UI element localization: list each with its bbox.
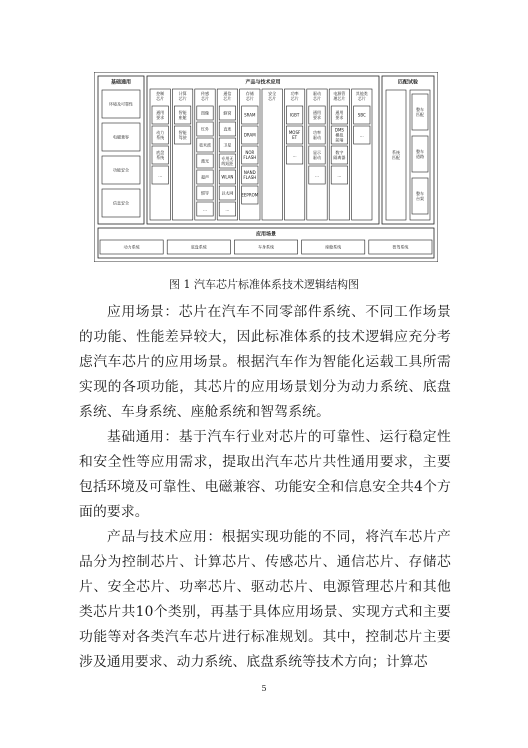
category-item-label: 蜂窝 [223,110,232,116]
category-item-label: 通用要求 [313,110,321,120]
category-label: 安全芯片 [268,91,277,101]
category-item-label: … [158,172,163,178]
scenario-system-label: 车身系统 [258,244,274,250]
matching-test-header: 匹配试验 [397,79,419,86]
category-item-label: … [203,206,207,212]
category-label: 计算芯片 [178,91,187,101]
vehicle-test-label: 整车匹配 [416,107,424,117]
category-item-label: MOSF ET [288,130,301,140]
basic-general-item-label: 环境及可靠性 [109,101,133,107]
category-item-label: 惯导 [201,190,209,196]
category-item-label: … [337,172,342,178]
scenario-system-label: 智驾系统 [392,244,409,250]
category-item-label: DMS 模拟前端 [334,127,344,143]
application-scenario-label: 应用场景 [255,231,277,238]
body-text [79,300,451,675]
category-label: 其他类芯片 [355,91,368,101]
category-label: 功率芯片 [290,91,299,101]
category-item-label: 数字隔离器 [333,150,346,160]
category-item-label: 专用无线短距 [221,156,234,166]
category-item-label: 智能座舱 [178,110,187,120]
category-item-label: 红外 [201,126,209,132]
category-item-label: DRAM [243,132,256,138]
category-item-label: 底盘系统 [156,150,165,160]
category-item-label: 毫米波 [199,142,211,148]
category-item-label: 激光 [201,158,209,164]
paragraph-basic-general: 基础通用：基于汽车行业对芯片的可靠性、运行稳定性和安全性等应用需求，提取出汽车芯片共性通用要求，主要包括环境及可靠性、电磁兼容、功能安全和信息安全共4个方面的要求。 [79,429,451,520]
basic-general-item-label: 电磁兼容 [113,134,129,140]
category-item-label: SRAM [244,112,256,118]
product-tech-header: 产品与技术应用 [245,79,281,86]
category-item-label: … [315,172,319,178]
category-item-label: 智能驾驶 [178,130,187,140]
category-label: 驱动芯片 [313,91,321,101]
category-item-label: … [292,152,297,158]
scenario-system-label: 底盘系统 [190,244,207,250]
category-item-label: … [225,206,230,212]
category-item-label: 显示驱动 [313,150,321,160]
category-label: 通信芯片 [223,91,232,101]
standard-system-diagram [94,72,438,262]
category-label: 存储芯片 [245,91,254,101]
paragraph-product-technology: 产品与技术应用：根据实现功能的不同，将汽车芯片产品分为控制芯片、计算芯片、传感芯片、通信芯片、存储芯片、安全芯片、功率芯片、驱动芯片、电源管理芯片和其他类芯片共10个类别，再基于具体应用场景、实现方式和主要功能等对各类汽车芯片进行标准规划。其中，控制芯片主要涉及通用要求、动力系统、底盘系统等技术方向；计算芯 [79,529,451,670]
basic-general-header: 基础通用 [110,79,132,86]
paragraph-application-scenario: 应用场景：芯片在汽车不同零部件系统、不同工作场景的功能、性能差异较大，因此标准体系的技术逻辑应充分考虑汽车芯片的应用场景。根据汽车作为智能化运载工具所需实现的各项功能，其芯片的应用场景划分为动力系统、底盘系统、车身系统、座舱系统和智驾系统。 [79,304,451,420]
category-item-label: 以太网 [221,190,234,196]
category-item-label: … [359,132,364,138]
category-item-label: 功率驱动 [313,130,321,140]
category-item-label: WLAN [221,174,234,180]
scenario-system-label: 动力系统 [123,244,140,250]
category-item-label: 图像 [201,110,209,116]
category-item-label: 卫星 [223,142,232,148]
category-item-label: 通用要求 [156,110,165,120]
vehicle-test-label: 整车道路 [416,149,424,159]
vehicle-test-label: 整车台架 [416,191,424,201]
category-label: 控制芯片 [156,91,165,101]
scenario-system-label: 座舱系统 [325,244,342,250]
category-item-label: IGBT [289,112,300,118]
category-item-label: 通用要求 [335,110,344,120]
system-matching-label: 系统匹配 [392,150,400,160]
category-column [262,89,282,220]
category-item-label: 动力系统 [156,130,165,140]
page-number: 5 [261,684,267,693]
category-item-label: EEPROM [241,192,259,198]
category-item-label: 直连 [223,126,232,132]
category-label: 传感芯片 [201,91,209,101]
category-label: 电源管理芯片 [333,91,346,101]
figure-caption: 图 1 汽车芯片标准体系技术逻辑结构图 [169,278,359,291]
basic-general-item-label: 信息安全 [113,200,129,206]
category-item-label: 超声 [201,174,209,180]
category-item-label: NOR FLASH [243,150,257,160]
category-item-label: SBC [357,112,366,118]
category-item-label: NAND FLASH [243,170,257,180]
basic-general-item-label: 功能安全 [113,167,129,173]
